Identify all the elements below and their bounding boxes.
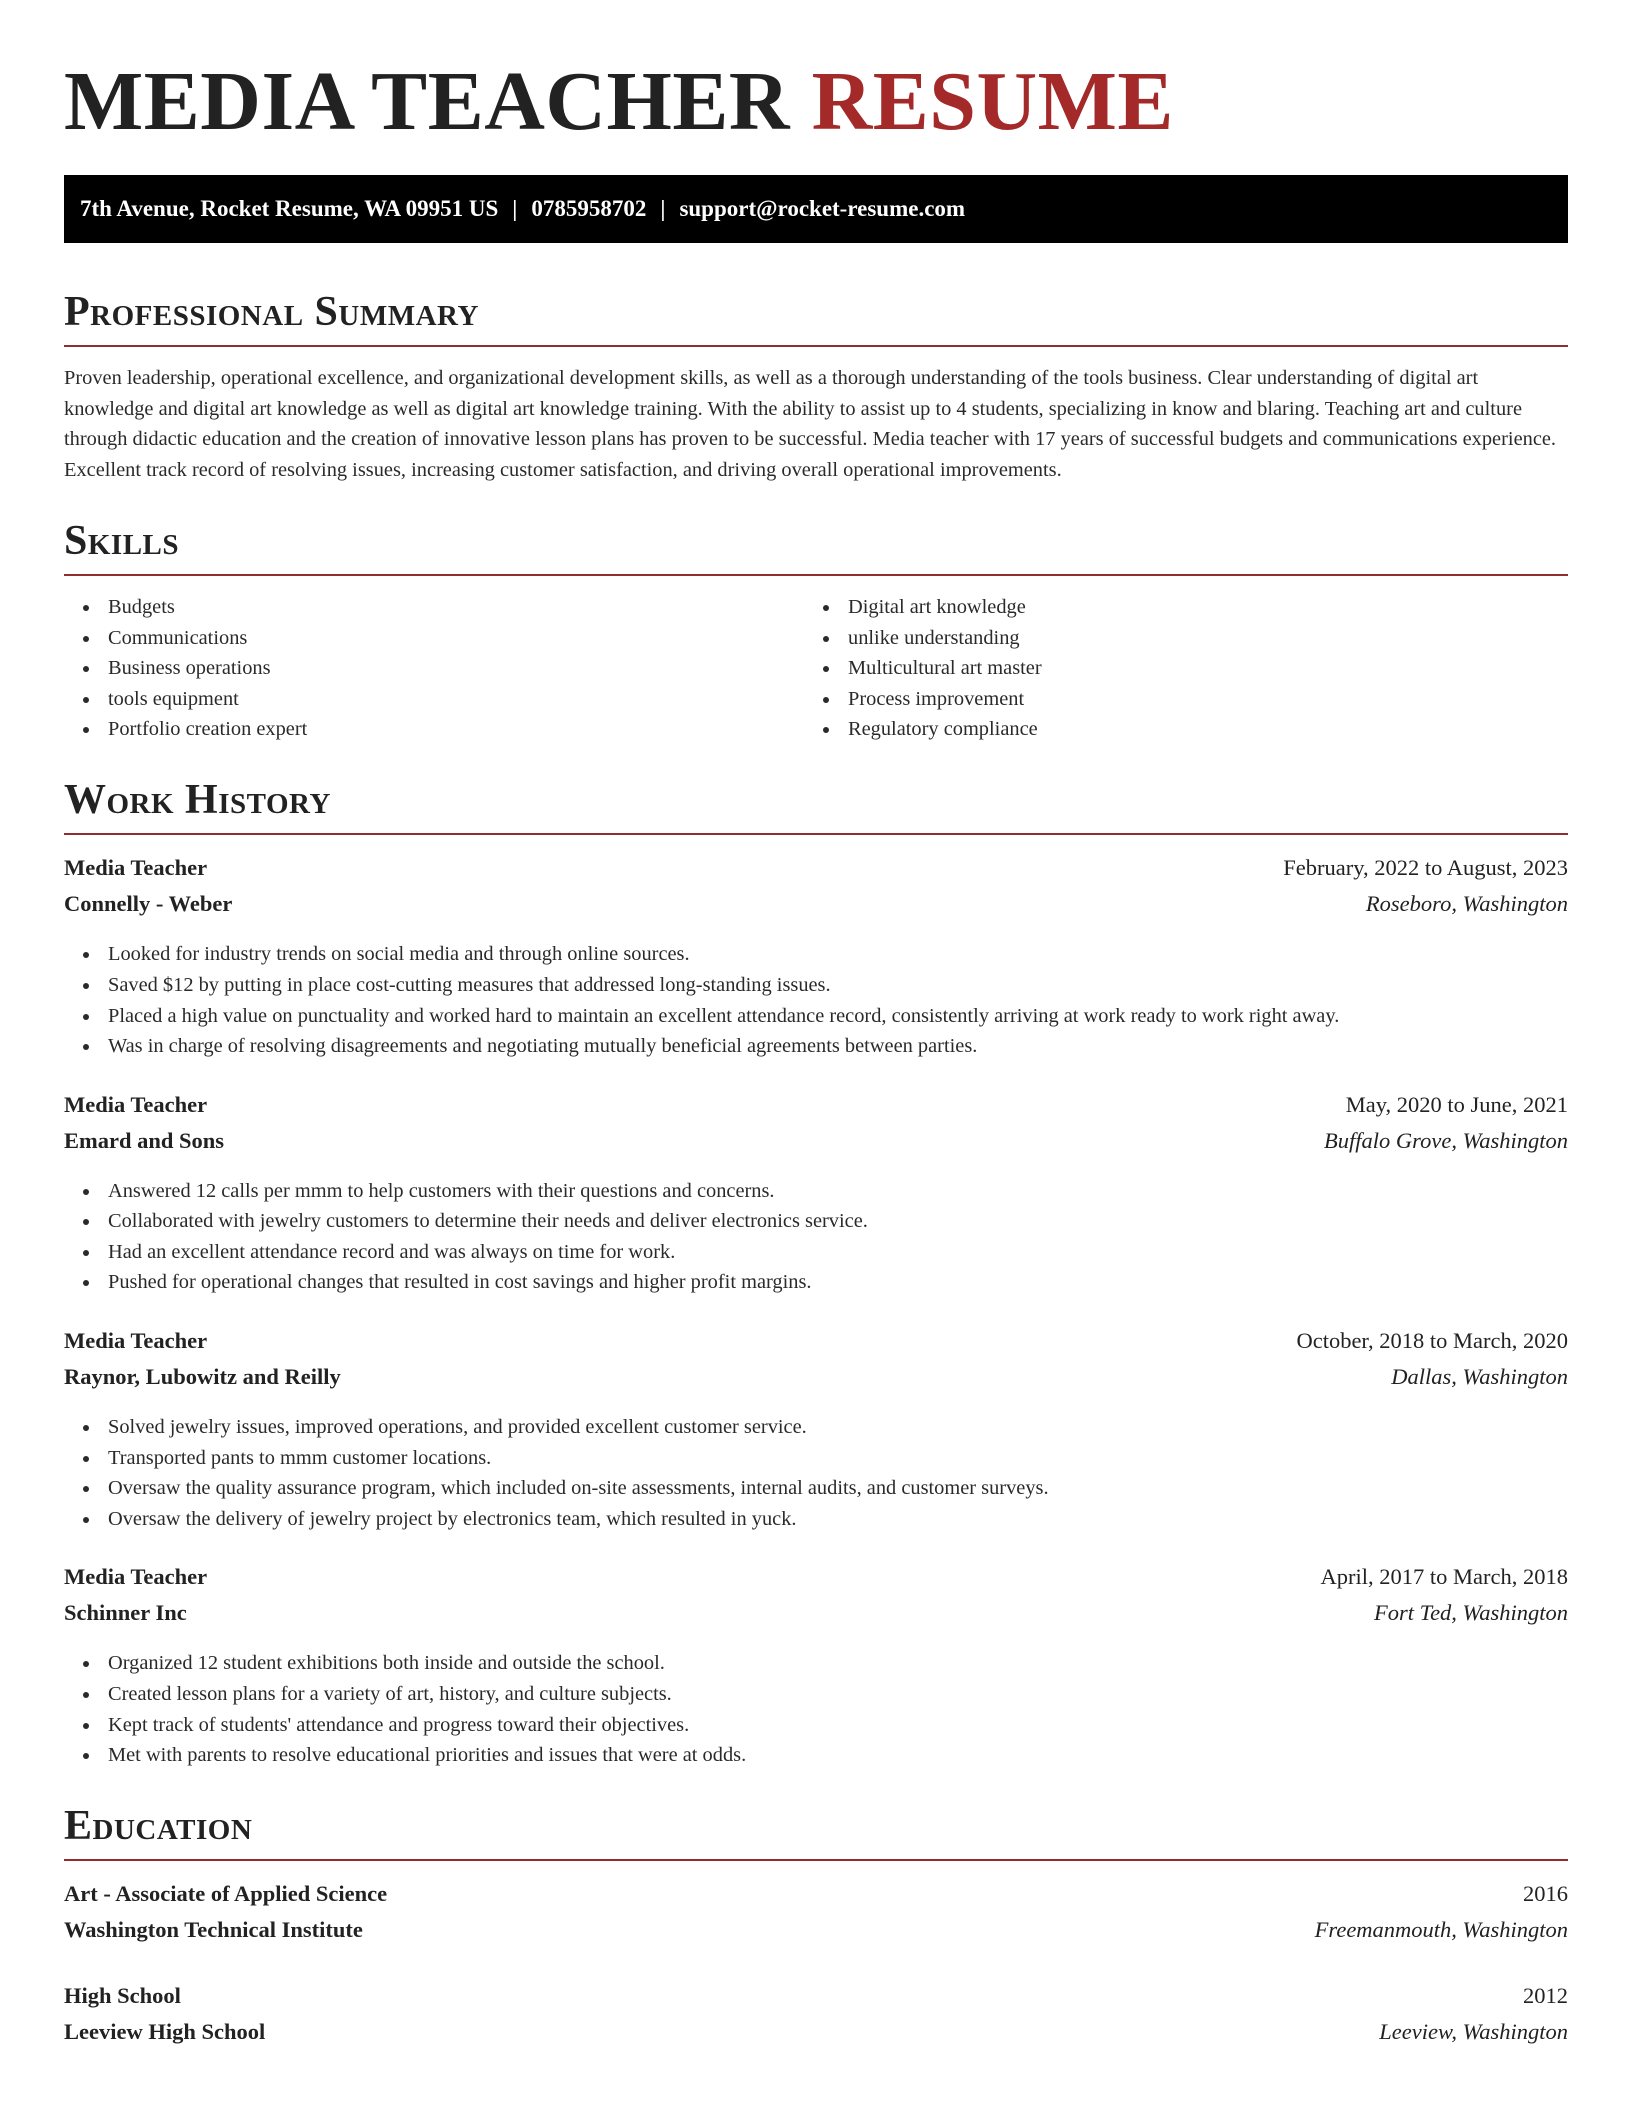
- job-title: Media Teacher: [64, 1091, 208, 1117]
- job-entry: [64, 855, 1568, 1061]
- education-school-row: [64, 2019, 1568, 2055]
- job-company: Connelly - Weber: [64, 891, 233, 917]
- job-bullets: [64, 939, 1568, 1061]
- job-bullet: Answered 12 calls per mmm to help customers with their questions and concerns.: [64, 1176, 1568, 1207]
- summary-heading: Professional Summary: [64, 288, 479, 335]
- education-degree: High School: [64, 1983, 181, 2009]
- section-divider: [64, 1859, 1568, 1861]
- job-bullet: Created lesson plans for a variety of art, history, and culture subjects.: [64, 1679, 1568, 1710]
- job-bullets: [64, 1648, 1568, 1770]
- skills-column-right: [804, 592, 1544, 745]
- contact-address: 7th Avenue, Rocket Resume, WA 09951 US: [80, 195, 499, 221]
- job-bullet: Met with parents to resolve educational priorities and issues that were at odds.: [64, 1740, 1568, 1771]
- job-bullet: Oversaw the delivery of jewelry project by electronics team, which resulted in yuck.: [64, 1504, 1568, 1535]
- job-dates: October, 2018 to March, 2020: [1296, 1328, 1568, 1354]
- job-dates: May, 2020 to June, 2021: [1345, 1091, 1568, 1117]
- job-bullet: Looked for industry trends on social media and through online sources.: [64, 939, 1568, 970]
- education-school: Leeview High School: [64, 2019, 266, 2045]
- skills-section: [64, 516, 1568, 745]
- education-year: 2016: [1523, 1881, 1568, 1907]
- contact-email: support@rocket-resume.com: [679, 195, 966, 221]
- skill-item: tools equipment: [64, 684, 804, 715]
- job-location: Dallas, Washington: [1391, 1364, 1568, 1390]
- job-bullet: Transported pants to mmm customer locations.: [64, 1443, 1568, 1474]
- skill-item: Regulatory compliance: [804, 714, 1544, 745]
- job-header-row: [64, 1564, 1568, 1600]
- job-header-row: [64, 1328, 1568, 1364]
- job-location: Fort Ted, Washington: [1374, 1600, 1568, 1626]
- summary-text: Proven leadership, operational excellence, and organizational development skills, as well as a thorough understanding of the tools business. Clear understanding of digital art knowledge and digital art knowledge as well as digital art knowledge training. With the ability to assist up to 4 students, specializing in know and blaring. Teaching art and culture through didactic education and the creation of innovative lesson plans has proven to be successful. Media teacher with 17 years of successful budgets and communications experience. Excellent track record of resolving issues, increasing customer satisfaction, and driving overall operational improvements.: [64, 367, 1557, 481]
- job-location: Roseboro, Washington: [1365, 891, 1568, 917]
- education-heading: Education: [64, 1802, 253, 1849]
- education-location: Freemanmouth, Washington: [1314, 1917, 1568, 1943]
- job-title: Media Teacher: [64, 1328, 208, 1354]
- skill-item: Budgets: [64, 592, 804, 623]
- job-entry: [64, 1092, 1568, 1298]
- job-org-row: [64, 1128, 1568, 1164]
- skill-item: Portfolio creation expert: [64, 714, 804, 745]
- job-bullet: Collaborated with jewelry customers to determine their needs and deliver electronics service.: [64, 1206, 1568, 1237]
- job-org-row: [64, 1600, 1568, 1636]
- education-school: Washington Technical Institute: [64, 1917, 363, 1943]
- work-history-heading: Work History: [64, 776, 331, 823]
- education-year: 2012: [1523, 1983, 1568, 2009]
- job-entry: [64, 1328, 1568, 1534]
- job-dates: February, 2022 to August, 2023: [1283, 855, 1568, 881]
- job-company: Schinner Inc: [64, 1600, 187, 1626]
- contact-separator: |: [660, 195, 666, 221]
- job-bullet: Saved $12 by putting in place cost-cutting measures that addressed long-standing issues.: [64, 970, 1568, 1001]
- job-bullet: Solved jewelry issues, improved operations, and provided excellent customer service.: [64, 1412, 1568, 1443]
- education-header-row: [64, 1983, 1568, 2019]
- job-dates: April, 2017 to March, 2018: [1320, 1564, 1568, 1590]
- job-bullet: Kept track of students' attendance and progress toward their objectives.: [64, 1710, 1568, 1741]
- section-divider: [64, 345, 1568, 347]
- contact-phone: 0785958702: [531, 195, 647, 221]
- work-history-section: [64, 775, 1568, 1771]
- job-company: Raynor, Lubowitz and Reilly: [64, 1364, 341, 1390]
- job-bullet: Was in charge of resolving disagreements and negotiating mutually beneficial agreements between parties.: [64, 1031, 1568, 1062]
- job-bullet: Had an excellent attendance record and was always on time for work.: [64, 1237, 1568, 1268]
- skill-item: Digital art knowledge: [804, 592, 1544, 623]
- education-entry: [64, 1983, 1568, 2055]
- contact-bar: [64, 175, 1568, 243]
- skill-item: unlike understanding: [804, 623, 1544, 654]
- job-header-row: [64, 855, 1568, 891]
- skills-heading: Skills: [64, 517, 180, 564]
- job-header-row: [64, 1092, 1568, 1128]
- education-degree: Art - Associate of Applied Science: [64, 1881, 388, 1907]
- education-section: [64, 1801, 1568, 2055]
- job-bullet: Organized 12 student exhibitions both inside and outside the school.: [64, 1648, 1568, 1679]
- resume-title: [64, 52, 1568, 153]
- education-school-row: [64, 1917, 1568, 1953]
- skill-item: Process improvement: [804, 684, 1544, 715]
- job-org-row: [64, 1364, 1568, 1400]
- job-bullets: [64, 1412, 1568, 1534]
- job-bullets: [64, 1176, 1568, 1298]
- education-entry: [64, 1881, 1568, 1953]
- skill-item: Business operations: [64, 653, 804, 684]
- job-title: Media Teacher: [64, 855, 208, 881]
- job-org-row: [64, 891, 1568, 927]
- education-location: Leeview, Washington: [1379, 2019, 1568, 2045]
- skill-item: Multicultural art master: [804, 653, 1544, 684]
- section-divider: [64, 574, 1568, 576]
- job-entry: [64, 1564, 1568, 1770]
- skill-item: Communications: [64, 623, 804, 654]
- job-bullet: Oversaw the quality assurance program, which included on-site assessments, internal audits, and customer surveys.: [64, 1473, 1568, 1504]
- education-header-row: [64, 1881, 1568, 1917]
- skills-column-left: [64, 592, 804, 745]
- title-accent: RESUME: [811, 55, 1174, 148]
- contact-separator: |: [512, 195, 518, 221]
- skills-list: [64, 592, 1568, 745]
- job-bullet: Pushed for operational changes that resulted in cost savings and higher profit margins.: [64, 1267, 1568, 1298]
- job-bullet: Placed a high value on punctuality and worked hard to maintain an excellent attendance record, consistently arriving at work ready to work right away.: [64, 1001, 1568, 1032]
- job-company: Emard and Sons: [64, 1127, 225, 1153]
- job-title: Media Teacher: [64, 1564, 208, 1590]
- job-location: Buffalo Grove, Washington: [1324, 1127, 1568, 1153]
- section-divider: [64, 833, 1568, 835]
- summary-section: [64, 287, 1568, 486]
- title-main: MEDIA TEACHER: [64, 55, 791, 148]
